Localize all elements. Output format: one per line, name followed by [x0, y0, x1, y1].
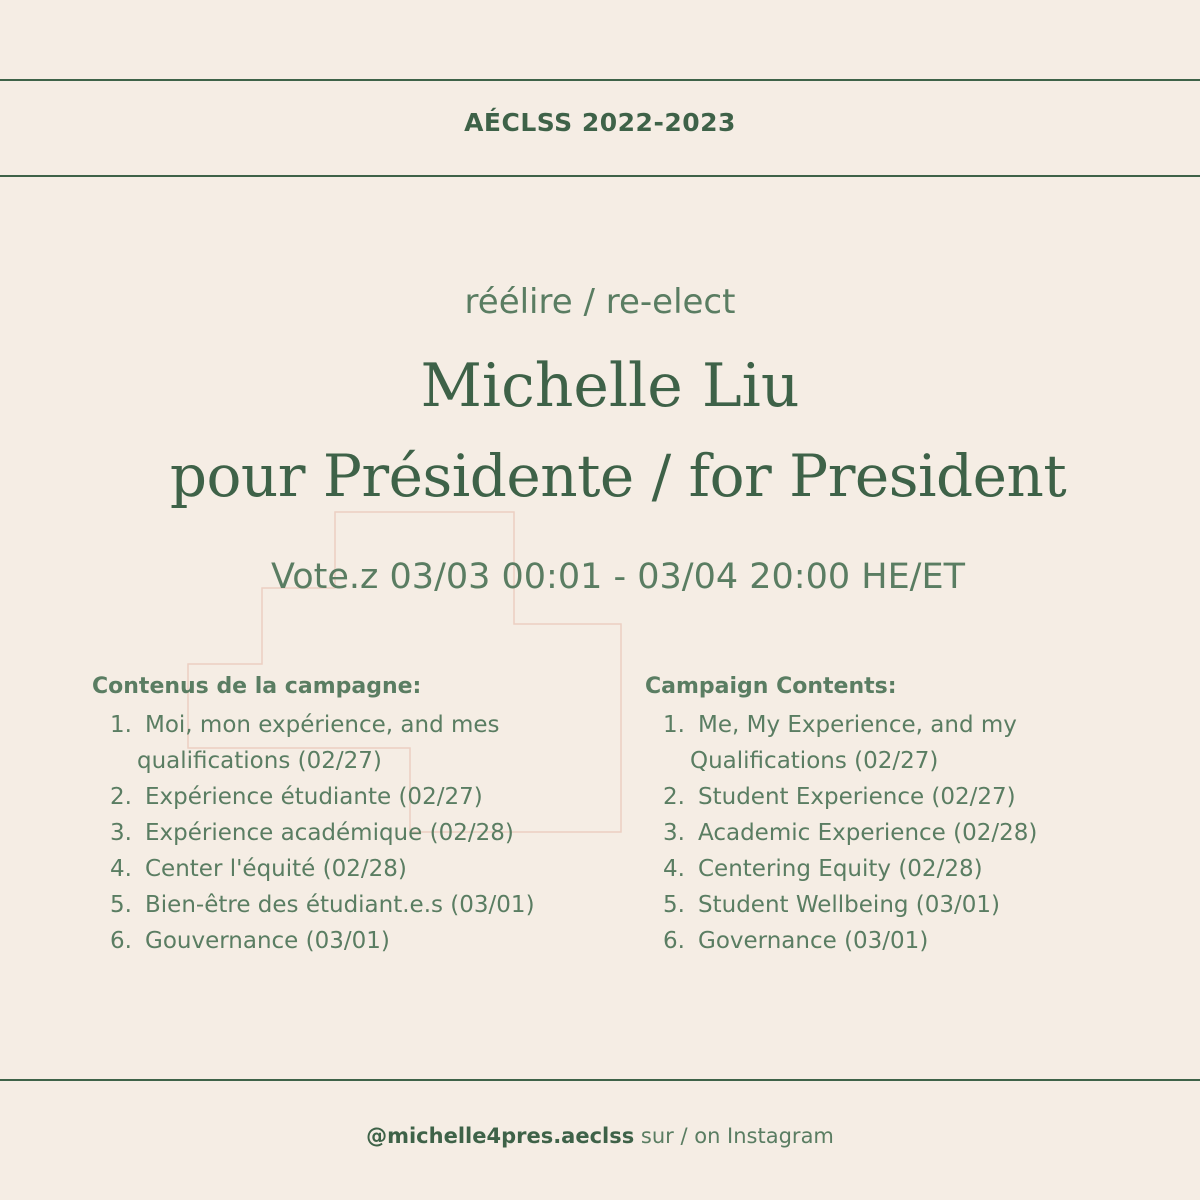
list-item-text: Academic Experience (02/28) — [698, 820, 1038, 846]
footer — [0, 1124, 1200, 1148]
list-number: 1. — [663, 712, 685, 738]
list-item-text: Expérience académique (02/28) — [145, 820, 514, 846]
footer-suffix: sur / on Instagram — [634, 1124, 834, 1148]
header-divider — [0, 175, 1200, 177]
list-item-text-continued: Qualifications (02/27) — [690, 748, 939, 774]
list-number: 5. — [663, 892, 685, 918]
list-number: 3. — [663, 820, 685, 846]
list-item-text: Moi, mon expérience, and mes — [145, 712, 500, 738]
subtitle: réélire / re-elect — [464, 282, 736, 322]
list-number: 4. — [110, 856, 132, 882]
header-title: AÉCLSS 2022-2023 — [464, 108, 736, 137]
french-contents-heading: Contenus de la campagne: — [92, 674, 422, 699]
list-item — [645, 887, 1165, 923]
list-item-text-continued: qualifications (02/27) — [137, 748, 382, 774]
list-number: 5. — [110, 892, 132, 918]
list-number: 6. — [110, 928, 132, 954]
top-divider — [0, 79, 1200, 81]
list-item — [92, 815, 612, 851]
candidate-name: Michelle Liu — [420, 351, 800, 421]
french-contents-list — [92, 707, 612, 959]
list-item — [92, 851, 612, 887]
list-item-text: Governance (03/01) — [698, 928, 929, 954]
list-item-text: Bien-être des étudiant.e.s (03/01) — [145, 892, 535, 918]
english-contents-column — [645, 674, 1165, 959]
instagram-handle-link[interactable]: @michelle4pres.aeclss — [366, 1124, 635, 1148]
list-item-text: Me, My Experience, and my — [698, 712, 1017, 738]
footer-divider — [0, 1079, 1200, 1081]
english-contents-heading: Campaign Contents: — [645, 674, 897, 699]
list-item-text: Student Wellbeing (03/01) — [698, 892, 1001, 918]
list-item — [92, 923, 612, 959]
list-item — [645, 779, 1165, 815]
list-number: 2. — [110, 784, 132, 810]
list-number: 3. — [110, 820, 132, 846]
list-item — [645, 707, 1165, 779]
list-number: 6. — [663, 928, 685, 954]
english-contents-list — [645, 707, 1165, 959]
list-item-text: Gouvernance (03/01) — [145, 928, 390, 954]
list-item-text: Student Experience (02/27) — [698, 784, 1016, 810]
list-item — [645, 923, 1165, 959]
list-number: 1. — [110, 712, 132, 738]
list-item-text: Centering Equity (02/28) — [698, 856, 983, 882]
list-item-text: Center l'équité (02/28) — [145, 856, 407, 882]
voting-period: Vote.z 03/03 00:01 - 03/04 20:00 HE/ET — [271, 557, 965, 597]
list-number: 2. — [663, 784, 685, 810]
list-item — [92, 887, 612, 923]
french-contents-column — [92, 674, 612, 959]
list-number: 4. — [663, 856, 685, 882]
candidate-role: pour Présidente / for President — [169, 442, 1067, 510]
list-item — [645, 851, 1165, 887]
list-item — [645, 815, 1165, 851]
list-item — [92, 707, 612, 779]
list-item — [92, 779, 612, 815]
list-item-text: Expérience étudiante (02/27) — [145, 784, 483, 810]
